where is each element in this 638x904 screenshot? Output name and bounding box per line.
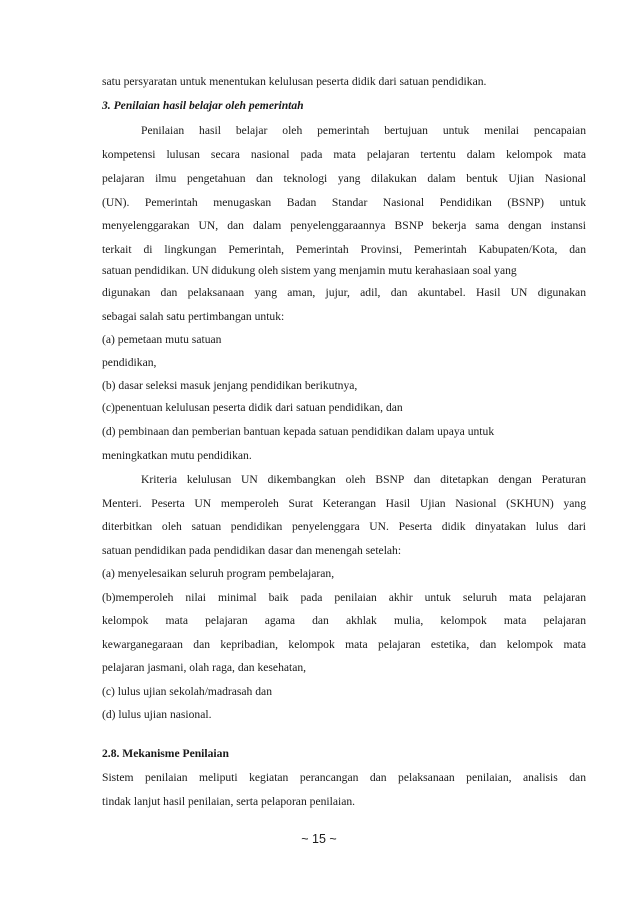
text-line: pelajaran ilmu pengetahuan dan teknologi yang dilakukan dalam bentuk Ujian Nasional [102,172,586,185]
page-number: ~ 15 ~ [301,832,337,846]
list-item: (c)penentuan kelulusan peserta didik dari satuan pendidikan, dan [102,401,403,414]
text-line: diterbitkan oleh satuan pendidikan penyelenggara UN. Peserta didik dinyatakan lulus dari [102,520,586,533]
text-line: pelajaran jasmani, olah raga, dan kesehatan, [102,661,307,674]
text-line: satuan pendidikan pada pendidikan dasar dan menengah setelah: [102,544,402,557]
text-line: Menteri. Peserta UN memperoleh Surat Keterangan Hasil Ujian Nasional (SKHUN) yang [102,497,586,510]
text-line: tindak lanjut hasil penilaian, serta pelaporan penilaian. [102,795,356,808]
text-line: Penilaian hasil belajar oleh pemerintah bertujuan untuk menilai pencapaian [141,124,586,137]
list-item: (d) lulus ujian nasional. [102,708,212,721]
text-line: Kriteria kelulusan UN dikembangkan oleh BSNP dan ditetapkan dengan Peraturan [141,473,586,486]
text-line: satu persyaratan untuk menentukan kelulusan peserta didik dari satuan pendidikan. [102,75,487,88]
text-line: satuan pendidikan. UN didukung oleh sistem yang menjamin mutu kerahasiaan soal yang [102,264,517,277]
subheading: 3. Penilaian hasil belajar oleh pemerintah [102,99,304,112]
section-heading: 2.8. Mekanisme Penilaian [102,747,229,760]
text-line: digunakan dan pelaksanaan yang aman, jujur, adil, dan akuntabel. Hasil UN digunakan [102,286,586,299]
text-line: menyelenggarakan UN, dan dalam penyelenggaraannya BSNP bekerja sama dengan instansi [102,219,586,232]
text-line: sebagai salah satu pertimbangan untuk: [102,310,285,323]
text-line: meningkatkan mutu pendidikan. [102,449,252,462]
list-item: (d) pembinaan dan pemberian bantuan kepada satuan pendidikan dalam upaya untuk [102,425,495,438]
list-item: (b) dasar seleksi masuk jenjang pendidikan berikutnya, [102,379,358,392]
list-item: (a) pemetaan mutu satuan [102,333,222,346]
list-item: (a) menyelesaikan seluruh program pembelajaran, [102,567,335,580]
text-line: terkait di lingkungan Pemerintah, Pemerintah Provinsi, Pemerintah Kabupaten/Kota, dan [102,243,586,256]
text-line: pendidikan, [102,356,157,369]
list-item: (b)memperoleh nilai minimal baik pada penilaian akhir untuk seluruh mata pelajaran [102,591,586,604]
text-line: Sistem penilaian meliputi kegiatan perancangan dan pelaksanaan penilaian, analisis dan [102,771,586,784]
text-line: kelompok mata pelajaran agama dan akhlak mulia, kelompok mata pelajaran [102,614,586,627]
text-line: kompetensi lulusan secara nasional pada mata pelajaran tertentu dalam kelompok mata [102,148,586,161]
list-item: (c) lulus ujian sekolah/madrasah dan [102,685,272,698]
text-line: kewarganegaraan dan kepribadian, kelompok mata pelajaran estetika, dan kelompok mata [102,638,586,651]
text-line: (UN). Pemerintah menugaskan Badan Standar Nasional Pendidikan (BSNP) untuk [102,196,586,209]
